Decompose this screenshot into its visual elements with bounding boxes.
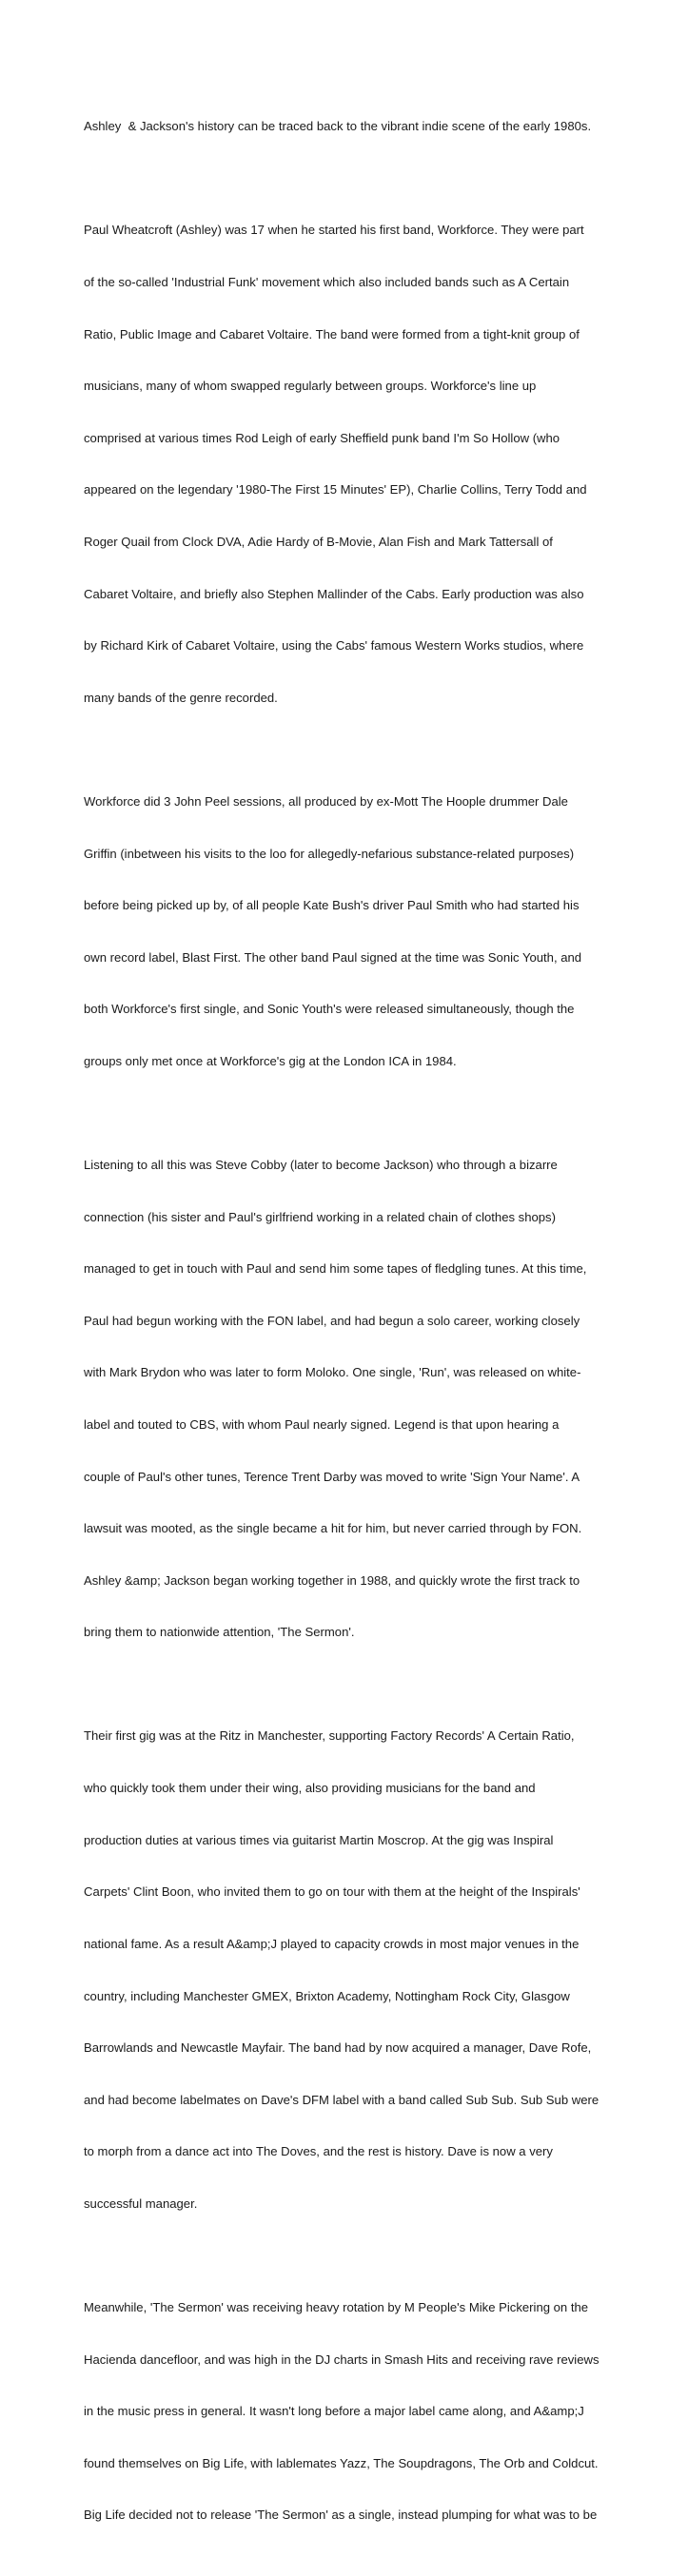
document-body [84, 84, 605, 2576]
text-line: Paul Wheatcroft (Ashley) was 17 when he started his first band, Workforce. They were part [84, 223, 584, 238]
text-line: own record label, Blast First. The other band Paul signed at the time was Sonic Youth, and [84, 949, 582, 965]
text-line: lawsuit was mooted, as the single became a hit for him, but never carried through by FON. [84, 1521, 582, 1536]
text-line: Barrowlands and Newcastle Mayfair. The band had by now acquired a manager, Dave Rofe, [84, 2040, 592, 2056]
text-line: Roger Quail from Clock DVA, Adie Hardy of B-Movie, Alan Fish and Mark Tattersall of [84, 535, 553, 550]
text-line: Ashley &amp; Jackson began working together in 1988, and quickly wrote the first track to [84, 1572, 580, 1588]
text-line: groups only met once at Workforce's gig at the London ICA in 1984. [84, 1053, 457, 1068]
text-line: who quickly took them under their wing, also providing musicians for the band and [84, 1781, 536, 1796]
text-line: and had become labelmates on Dave's DFM label with a band called Sub Sub. Sub Sub were [84, 2092, 600, 2107]
text-line: country, including Manchester GMEX, Brixton Academy, Nottingham Rock City, Glasgow [84, 1988, 570, 2003]
text-line: before being picked up by, of all people Kate Bush's driver Paul Smith who had started his [84, 898, 580, 913]
text-line: Ratio, Public Image and Cabaret Voltaire. The band were formed from a tight-knit group of [84, 326, 580, 342]
text-line: connection (his sister and Paul's girlfriend working in a related chain of clothes shops) [84, 1209, 556, 1224]
text-line: Carpets' Clint Boon, who invited them to go on tour with them at the height of the Inspirals' [84, 1884, 580, 1900]
text-line: with Mark Brydon who was later to form Moloko. One single, 'Run', was released on white- [84, 1365, 581, 1380]
text-line: Hacienda dancefloor, and was high in the DJ charts in Smash Hits and receiving rave reviews [84, 2352, 600, 2367]
text-line: managed to get in touch with Paul and send him some tapes of fledgling tunes. At this time, [84, 1261, 587, 1277]
text-line: Griffin (inbetween his visits to the loo for allegedly-nefarious substance-related purposes) [84, 846, 575, 861]
text-line: couple of Paul's other tunes, Terence Trent Darby was moved to write 'Sign Your Name'. A [84, 1469, 580, 1484]
paragraph-steve-cobby [84, 1122, 605, 1677]
text-line: both Workforce's first single, and Sonic Youth's were released simultaneously, though the [84, 1002, 575, 1017]
text-line: Meanwhile, 'The Sermon' was receiving heavy rotation by M People's Mike Pickering on the [84, 2299, 589, 2314]
text-line: to morph from a dance act into The Doves, and the rest is history. Dave is now a very [84, 2144, 553, 2159]
text-line: appeared on the legendary '1980-The First 15 Minutes' EP), Charlie Collins, Terry Todd and [84, 482, 587, 498]
text-line: production duties at various times via guitarist Martin Moscrop. At the gig was Inspiral [84, 1832, 554, 1847]
paragraph-peel-sessions [84, 759, 605, 1105]
paragraph-the-sermon [84, 2265, 605, 2559]
text-line: many bands of the genre recorded. [84, 690, 278, 705]
text-line: of the so-called 'Industrial Funk' movement which also included bands such as A Certain [84, 275, 570, 290]
text-line: Listening to all this was Steve Cobby (later to become Jackson) who through a bizarre [84, 1157, 558, 1172]
text-line: Their first gig was at the Ritz in Manchester, supporting Factory Records' A Certain Ratio, [84, 1728, 575, 1744]
text-line: in the music press in general. It wasn't long before a major label came along, and A&amp;J [84, 2404, 584, 2419]
text-line: found themselves on Big Life, with lablemates Yazz, The Soupdragons, The Orb and Coldcut. [84, 2455, 599, 2470]
text-line: Workforce did 3 John Peel sessions, all produced by ex-Mott The Hoople drummer Dale [84, 793, 568, 809]
text-line: Big Life decided not to release 'The Sermon' as a single, instead plumping for what was to be [84, 2508, 598, 2523]
text-line: bring them to nationwide attention, 'The Sermon'. [84, 1625, 355, 1640]
text-line: successful manager. [84, 2195, 198, 2211]
text-line: Paul had begun working with the FON label, and had begun a solo career, working closely [84, 1313, 580, 1328]
text-line: comprised at various times Rod Leigh of early Sheffield punk band I'm So Hollow (who [84, 430, 560, 445]
paragraph-workforce-origins [84, 187, 605, 742]
text-line: Cabaret Voltaire, and briefly also Stephen Mallinder of the Cabs. Early production was also [84, 586, 584, 601]
paragraph-intro [84, 84, 605, 170]
text-line: national fame. As a result A&amp;J played to capacity crowds in most major venues in the [84, 1936, 580, 1951]
paragraph-first-gig [84, 1693, 605, 2248]
text-line: label and touted to CBS, with whom Paul nearly signed. Legend is that upon hearing a [84, 1417, 560, 1433]
text-line: by Richard Kirk of Cabaret Voltaire, using the Cabs' famous Western Works studios, where [84, 638, 584, 654]
text-line: Ashley & Jackson's history can be traced back to the vibrant indie scene of the early 1980s. [84, 119, 592, 134]
text-line: musicians, many of whom swapped regularly between groups. Workforce's line up [84, 379, 537, 394]
